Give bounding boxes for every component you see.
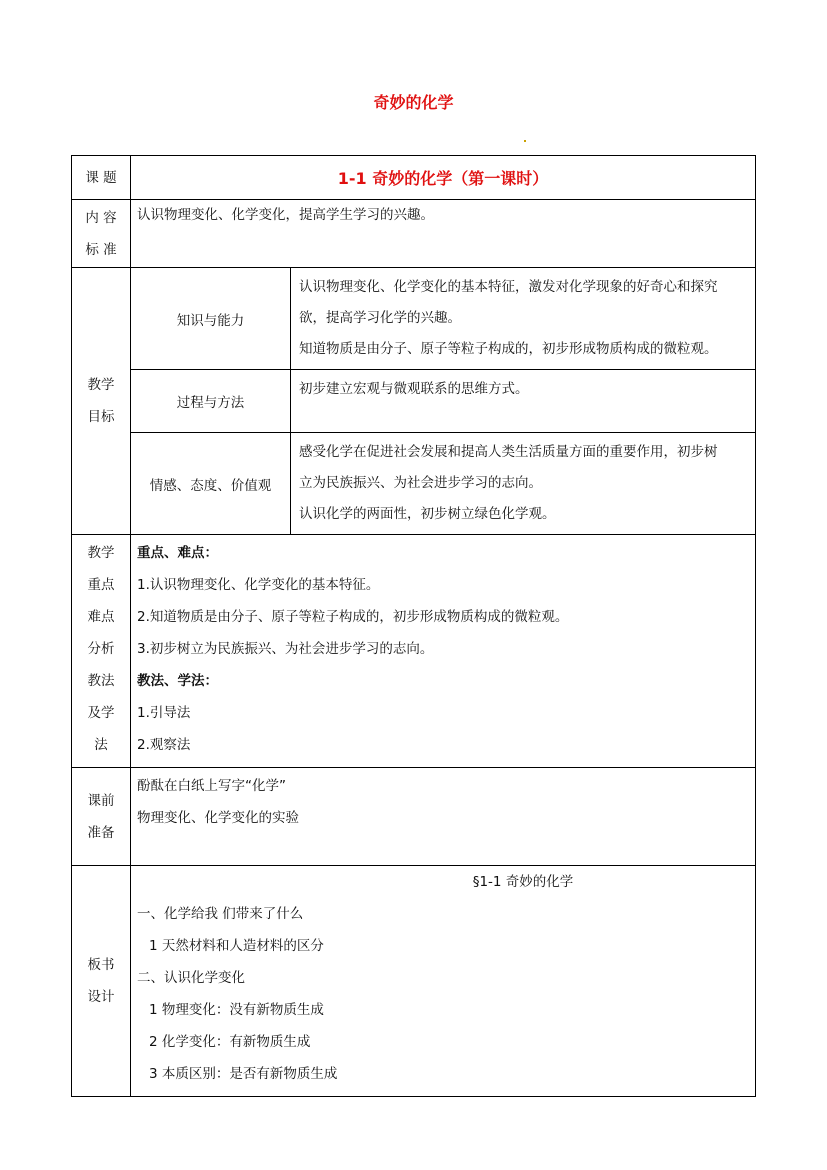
lesson-title: 1-1 奇妙的化学（第一课时） (131, 156, 756, 200)
analysis-label-line: 分析 (87, 641, 115, 657)
goal-process-row (72, 370, 756, 433)
content-standard-label-line1: 内 容 (85, 209, 117, 226)
preparation-label (72, 768, 131, 866)
key-point: 2.知道物质是由分子、原子等粒子构成的，初步形成物质构成的微粒观。 (137, 609, 569, 625)
key-point: 3.初步树立为民族振兴、为社会进步学习的志向。 (137, 641, 434, 657)
analysis-row (72, 535, 756, 768)
content-standard-label (72, 200, 131, 268)
analysis-label-line: 及学 (87, 705, 115, 721)
topic-label: 课 题 (72, 156, 131, 200)
key-point: 1.认识物理变化、化学变化的基本特征。 (137, 577, 380, 593)
process-label: 过程与方法 (131, 370, 291, 433)
board-row (72, 866, 756, 1097)
board-heading: §1-1 奇妙的化学 (472, 874, 574, 890)
board-label-line1: 板书 (87, 957, 115, 973)
emotion-text (291, 433, 756, 535)
goal-emotion-row (72, 433, 756, 535)
process-text (291, 370, 756, 433)
key-points-heading: 重点、难点： (137, 545, 218, 561)
content-standard-label-line2: 标 准 (85, 241, 117, 258)
board-line: 2 化学变化：有新物质生成 (149, 1034, 311, 1050)
analysis-label-line: 教学 (87, 545, 115, 561)
teaching-goals-label-line1: 教学 (87, 377, 115, 393)
emotion-label: 情感、态度、价值观 (131, 433, 291, 535)
knowledge-line: 认识物理变化、化学变化的基本特征，激发对化学现象的好奇心和探究 (299, 279, 718, 295)
board-line: 二、认识化学变化 (137, 970, 245, 986)
analysis-label-line: 教法 (87, 673, 115, 689)
analysis-label-line: 重点 (87, 577, 115, 593)
preparation-line: 酚酞在白纸上写字“化学” (137, 778, 286, 794)
content-standard-text: 认识物理变化、化学变化，提高学生学习的兴趣。 (131, 200, 756, 268)
board-label (72, 866, 131, 1097)
knowledge-line: 知道物质是由分子、原子等粒子构成的，初步形成物质构成的微粒观。 (299, 341, 718, 357)
analysis-label-line: 难点 (87, 609, 115, 625)
content-standard-row (72, 200, 756, 268)
preparation-label-line2: 准备 (87, 824, 115, 841)
preparation-row (72, 768, 756, 866)
method-item: 2.观察法 (137, 737, 191, 753)
board-label-line2: 设计 (87, 989, 115, 1005)
preparation-label-line1: 课前 (87, 792, 115, 809)
emotion-line: 立为民族振兴、为社会进步学习的志向。 (299, 475, 542, 491)
process-line: 初步建立宏观与微观联系的思维方式。 (299, 381, 529, 397)
goal-knowledge-row (72, 268, 756, 370)
board-line: 3 本质区别：是否有新物质生成 (149, 1066, 338, 1082)
analysis-label (72, 535, 131, 768)
analysis-label-line: 法 (94, 737, 108, 753)
preparation-line: 物理变化、化学变化的实验 (137, 810, 299, 826)
board-line: 一、化学给我 们带来了什么 (137, 906, 304, 922)
lesson-plan-table (71, 155, 756, 1097)
decorative-dot (524, 140, 526, 142)
knowledge-line: 欲，提高学习化学的兴趣。 (299, 310, 461, 326)
teaching-goals-label-line2: 目标 (87, 409, 115, 425)
board-content (131, 866, 756, 1097)
methods-heading: 教法、学法： (137, 673, 218, 689)
board-line: 1 天然材料和人造材料的区分 (149, 938, 324, 954)
knowledge-label: 知识与能力 (131, 268, 291, 370)
emotion-line: 感受化学在促进社会发展和提高人类生活质量方面的重要作用，初步树 (299, 444, 718, 460)
preparation-content (131, 768, 756, 866)
method-item: 1.引导法 (137, 705, 191, 721)
emotion-line: 认识化学的两面性，初步树立绿色化学观。 (299, 506, 556, 522)
analysis-content (131, 535, 756, 768)
knowledge-text (291, 268, 756, 370)
board-line: 1 物理变化：没有新物质生成 (149, 1002, 324, 1018)
teaching-goals-label (72, 268, 131, 535)
topic-row (72, 156, 756, 200)
document-title: 奇妙的化学 (373, 93, 454, 112)
